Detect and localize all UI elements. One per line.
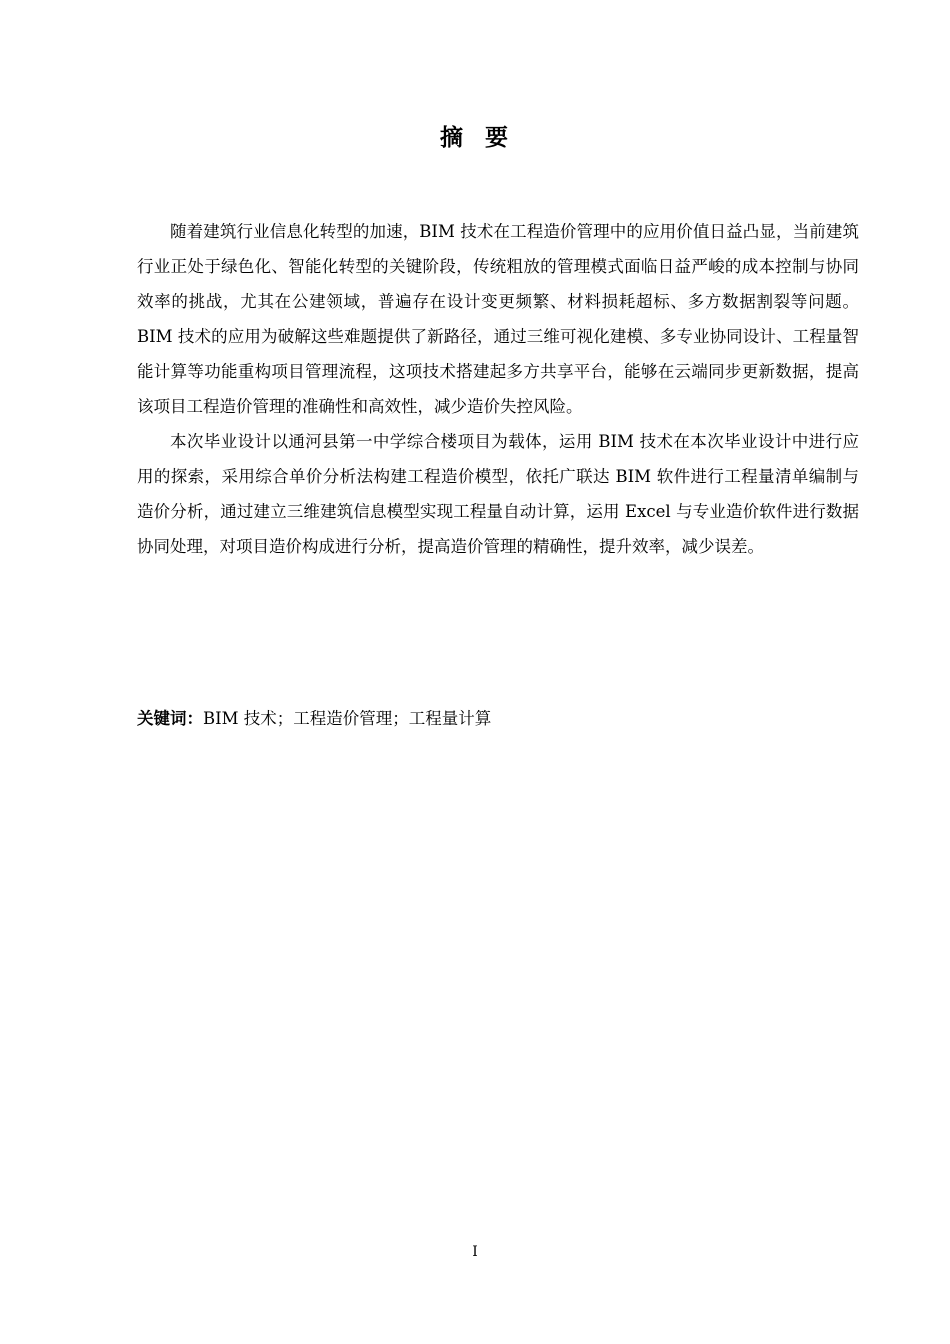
abstract-title: 摘 要 <box>439 125 510 151</box>
page-number: I <box>472 1244 478 1260</box>
keywords-value: BIM 技术；工程造价管理；工程量计算 <box>203 709 492 728</box>
abstract-body <box>137 214 859 564</box>
keywords-line <box>137 701 859 736</box>
abstract-paragraph-2: 本次毕业设计以通河县第一中学综合楼项目为载体，运用 BIM 技术在本次毕业设计中进行应用的探索，采用综合单价分析法构建工程造价模型，依托广联达 BIM 软件进行工程量清单编制与造价分析，通过建立三维建筑信息模型实现工程量自动计算，运用 Excel 与专业造价软件进行数据协同处理，对项目造价构成进行分析，提高造价管理的精确性，提升效率，减少误差。 <box>137 432 859 556</box>
keywords-label: 关键词： <box>137 709 203 728</box>
abstract-paragraph-1: 随着建筑行业信息化转型的加速，BIM 技术在工程造价管理中的应用价值日益凸显，当前建筑行业正处于绿色化、智能化转型的关键阶段，传统粗放的管理模式面临日益严峻的成本控制与协同效率的挑战，尤其在公建领域，普遍存在设计变更频繁、材料损耗超标、多方数据割裂等问题。BIM 技术的应用为破解这些难题提供了新路径，通过三维可视化建模、多专业协同设计、工程量智能计算等功能重构项目管理流程，这项技术搭建起多方共享平台，能够在云端同步更新数据，提高该项目工程造价管理的准确性和高效性，减少造价失控风险。 <box>137 222 859 416</box>
